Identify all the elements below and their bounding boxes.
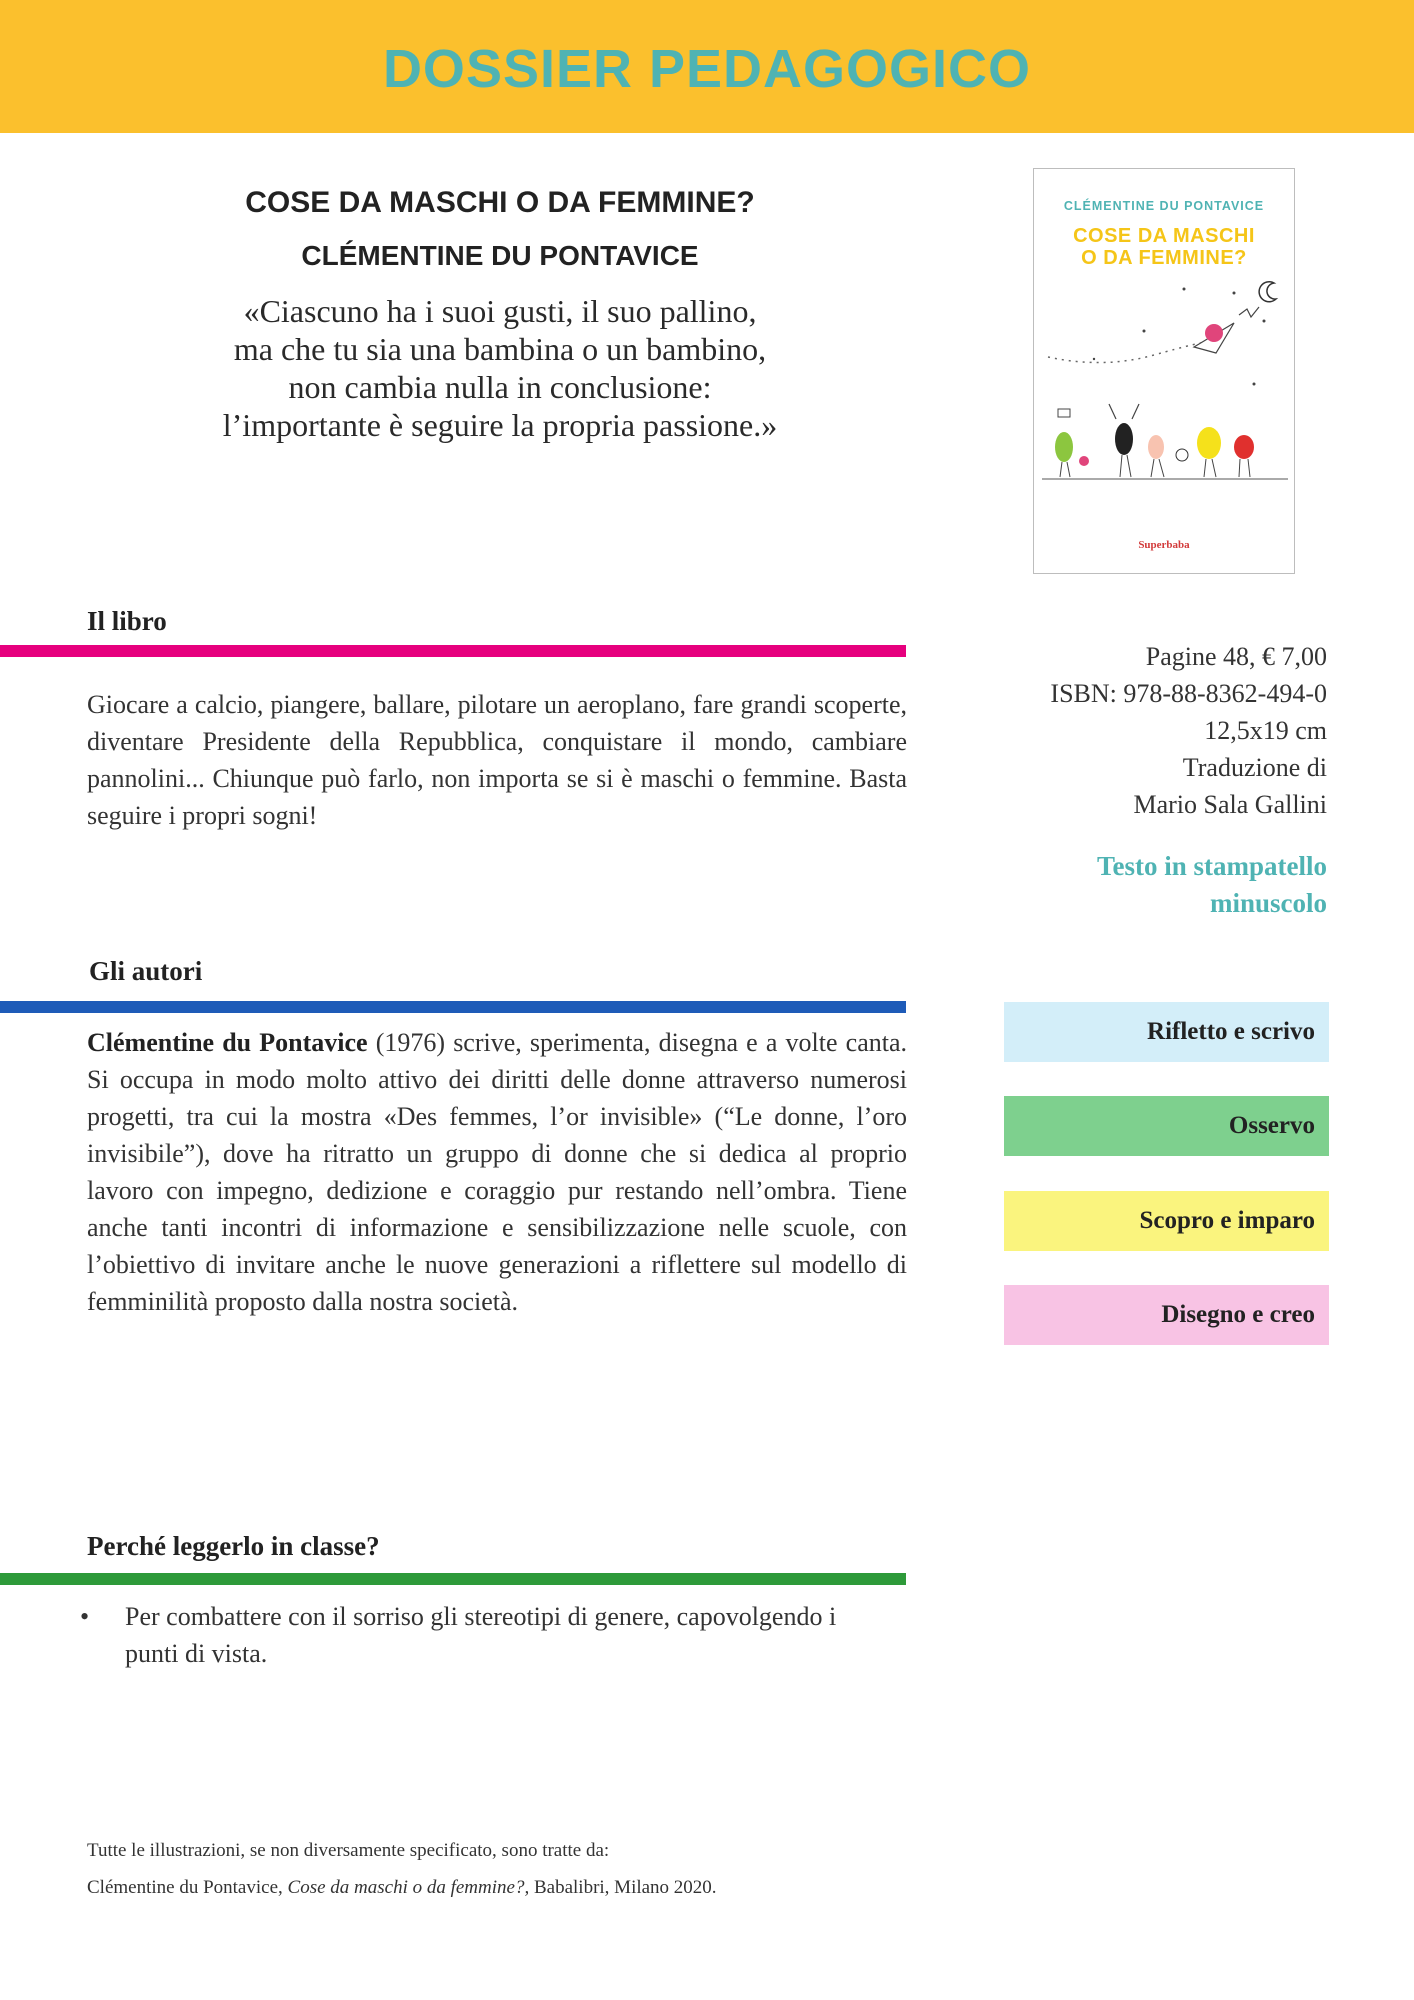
autori-text — [87, 1024, 907, 1320]
footer-author: Clémentine du Pontavice, — [87, 1877, 288, 1898]
quote-line: non cambia nulla in conclusione: — [288, 369, 712, 405]
text-style-line: minuscolo — [1209, 888, 1327, 918]
cover-title-line: O DA FEMMINE? — [1081, 247, 1247, 269]
text-style-note — [927, 848, 1327, 922]
section-heading-libro: Il libro — [87, 606, 167, 636]
footer-publisher: Babalibri, Milano 2020. — [529, 1877, 717, 1898]
legend-rifletto-e-scrivo — [1004, 1002, 1329, 1062]
section-rule-autori — [0, 1001, 906, 1013]
footer-book-title: Cose da maschi o da femmine?, — [287, 1877, 530, 1898]
book-isbn: ISBN: 978-88-8362-494-0 — [1050, 679, 1327, 708]
author-bio: (1976) scrive, sperimenta, disegna e a volte canta. Si occupa in modo molto attivo dei diritti delle donne attraverso numerosi progetti, tra cui la mostra «Des femmes, l’or invisible» (“Le donne, l’oro invisibile”), dove ha ritratto un gruppo di donne che si dedica al proprio lavoro con impegno, dedizione e coraggio pur restando nell’ombra. Tiene anche tanti incontri di informazione e sensibilizzazione nelle scuole, con l’obiettivo di invitare anche le nuove generazioni a riflettere sul modello di femminilità proposto dalla nostra società. — [87, 1028, 908, 1316]
quote-line: l’importante è seguire la propria passione.» — [222, 407, 778, 443]
book-size: 12,5x19 cm — [1204, 716, 1327, 745]
cover-title-line: COSE DA MASCHI — [1073, 225, 1255, 247]
libro-text: Giocare a calcio, piangere, ballare, pilotare un aeroplano, fare grandi scoperte, diventare Presidente della Repubblica, conquistare il mondo, cambiare pannolini... Chiunque può farlo, non importa se si è maschi o femmine. Basta seguire i propri sogni! — [87, 690, 907, 830]
book-title: COSE DA MASCHI O DA FEMMINE? — [245, 186, 755, 219]
legend-label: Disegno e creo — [1161, 1301, 1315, 1328]
section-rule-perche — [0, 1573, 906, 1585]
footer-line-2 — [87, 1869, 1187, 1906]
cover-title — [1034, 225, 1294, 269]
cover-author: CLÉMENTINE DU PONTAVICE — [1063, 199, 1265, 213]
author-name: Clémentine du Pontavice — [87, 1028, 368, 1057]
book-pages-price: Pagine 48, € 7,00 — [1145, 642, 1327, 671]
cover-illustration — [1034, 269, 1294, 529]
section-heading-perche: Perché leggerlo in classe? — [87, 1531, 380, 1561]
section-rule-libro — [0, 645, 906, 657]
header-banner — [0, 0, 1414, 133]
footer-line-1: Tutte le illustrazioni, se non diversamente specificato, sono tratte da: — [87, 1840, 610, 1861]
section-heading-autori: Gli autori — [89, 956, 203, 986]
book-author: CLÉMENTINE DU PONTAVICE — [301, 240, 699, 271]
book-cover-image — [1033, 168, 1295, 574]
legend-disegno-e-creo — [1004, 1285, 1329, 1345]
page-title: DOSSIER PEDAGOGICO — [382, 38, 1032, 99]
legend-scopro-e-imparo — [1004, 1191, 1329, 1251]
book-translator: Mario Sala Gallini — [1133, 790, 1327, 819]
legend-label: Rifletto e scrivo — [1147, 1018, 1315, 1045]
quote-line: ma che tu sia una bambina o un bambino, — [233, 331, 767, 367]
book-quote — [120, 292, 880, 444]
legend-label: Scopro e imparo — [1139, 1207, 1315, 1234]
list-item-text: Per combattere con il sorriso gli stereotipi di genere, capovolgendo i punti di vista. — [125, 1602, 837, 1668]
text-style-line: Testo in stampatello — [1096, 851, 1327, 881]
footer-credits — [87, 1832, 1187, 1906]
quote-line: «Ciascuno ha i suoi gusti, il suo pallino, — [243, 293, 757, 329]
legend-label: Osservo — [1228, 1112, 1315, 1139]
bullet-icon: • — [80, 1602, 90, 1631]
legend-osservo — [1004, 1096, 1329, 1156]
cover-publisher: Superbaba — [1138, 539, 1190, 551]
book-translation-label: Traduzione di — [1182, 753, 1327, 782]
book-details — [927, 638, 1327, 823]
